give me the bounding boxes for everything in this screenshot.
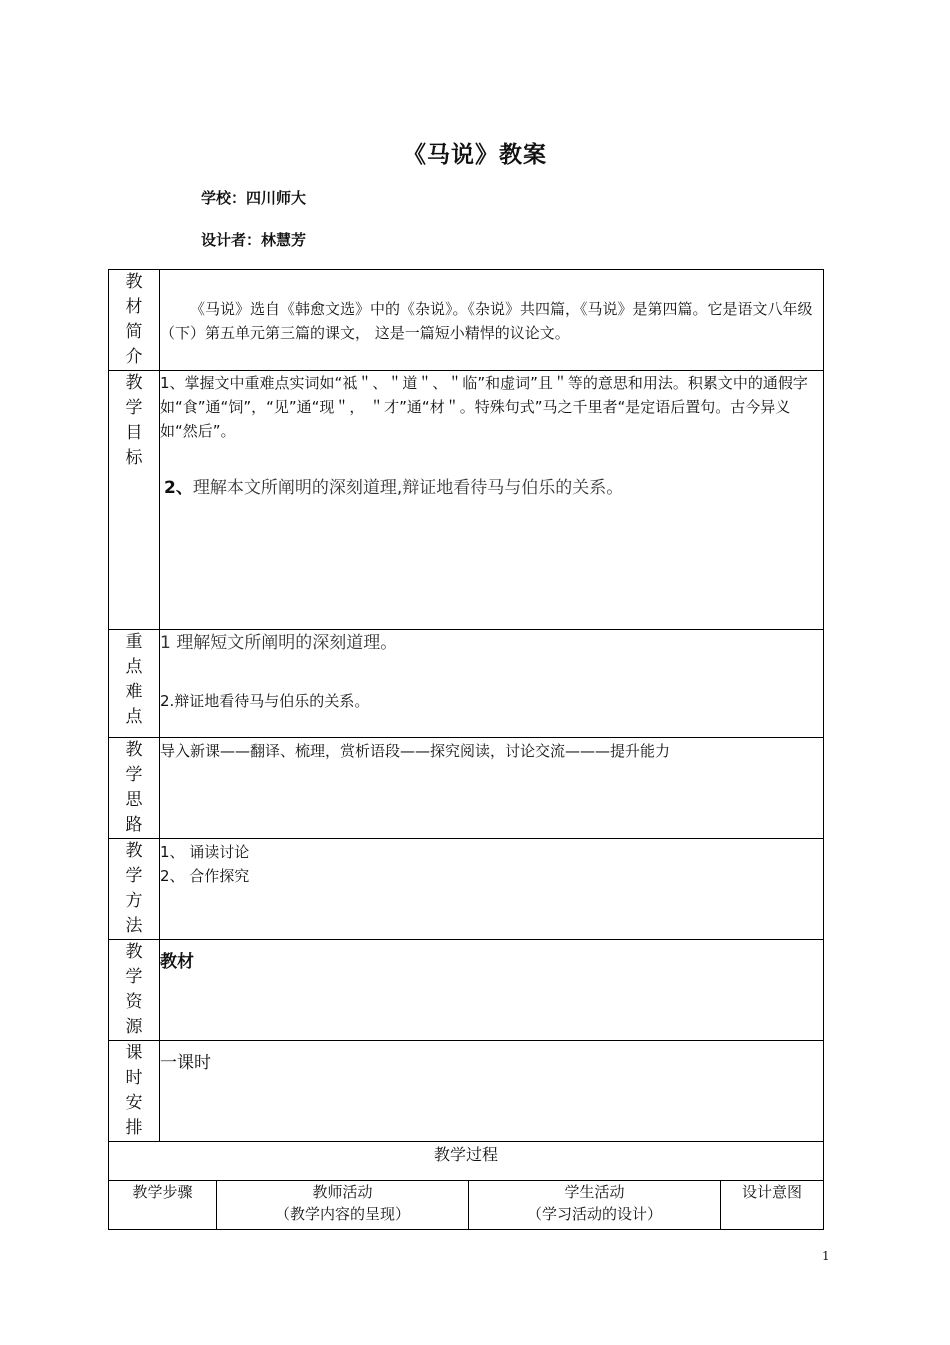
row-process-header xyxy=(109,1181,824,1230)
header-steps: 教学步骤 xyxy=(109,1181,217,1230)
content-methods xyxy=(160,839,824,940)
schedule-text: 一课时 xyxy=(160,1053,211,1073)
page-title: 《马说》教案 xyxy=(403,142,547,168)
row-resources xyxy=(109,940,824,1041)
label-goals: 教 学 目 标 xyxy=(109,371,160,630)
method-item-1: 1、 诵读讨论 xyxy=(160,843,250,861)
goal-item-2 xyxy=(160,476,823,500)
row-methods xyxy=(109,839,824,940)
process-title: 教学过程 xyxy=(109,1142,824,1181)
row-intro xyxy=(109,270,824,371)
lesson-plan-table xyxy=(108,269,824,1230)
approach-text: 导入新课——翻译、梳理，赏析语段——探究阅读，讨论交流———提升能力 xyxy=(160,742,671,760)
content-goals xyxy=(160,371,824,630)
method-item-2: 2、 合作探究 xyxy=(160,867,250,885)
goal-item-2-text: 理解本文所阐明的深刻道理,辩证地看待马与伯乐的关系。 xyxy=(192,478,624,498)
content-keypoints xyxy=(160,630,824,738)
content-resources xyxy=(160,940,824,1041)
label-intro: 教 材 简 介 xyxy=(109,270,160,371)
header-student: 学生活动 （学习活动的设计） xyxy=(469,1181,721,1230)
school-line: 学校：四川师大 xyxy=(201,189,307,207)
keypoint-item-1: 1 理解短文所阐明的深刻道理。 xyxy=(160,633,398,653)
page-number: 1 xyxy=(822,1249,830,1263)
content-intro xyxy=(160,270,824,371)
keypoint-item-2: 2.辩证地看待马与伯乐的关系。 xyxy=(160,692,370,710)
row-process-title xyxy=(109,1142,824,1181)
content-schedule xyxy=(160,1041,824,1142)
label-keypoints: 重 点 难 点 xyxy=(109,630,160,738)
goal-item-1: 1、掌握文中重难点实词如“祗＂、＂道＂、＂临”和虚词”且＂等的意思和用法。积累文中的通假字如“食”通“饲”，“见”通“现＂， ＂才”通“材＂。特殊句式”马之千里者“是定语后置句。古今异义如“然后”。 xyxy=(160,374,808,440)
header-intent: 设计意图 xyxy=(721,1181,824,1230)
row-keypoints xyxy=(109,630,824,738)
label-methods: 教 学 方 法 xyxy=(109,839,160,940)
label-resources: 教 学 资 源 xyxy=(109,940,160,1041)
designer-line: 设计者：林慧芳 xyxy=(201,231,307,249)
row-goals xyxy=(109,371,824,630)
content-approach xyxy=(160,738,824,839)
header-teacher: 教师活动 （教学内容的呈现） xyxy=(217,1181,469,1230)
row-approach xyxy=(109,738,824,839)
row-schedule xyxy=(109,1041,824,1142)
resources-text: 教材 xyxy=(160,952,194,972)
label-schedule: 课 时 安 排 xyxy=(109,1041,160,1142)
label-approach: 教 学 思 路 xyxy=(109,738,160,839)
intro-text: 《马说》选自《韩愈文选》中的《杂说》。《杂说》共四篇，《马说》是第四篇。它是语文八年级（下）第五单元第三篇的课文， 这是一篇短小精悍的议论文。 xyxy=(160,300,813,342)
goal-item-2-num: 2、 xyxy=(164,478,193,498)
